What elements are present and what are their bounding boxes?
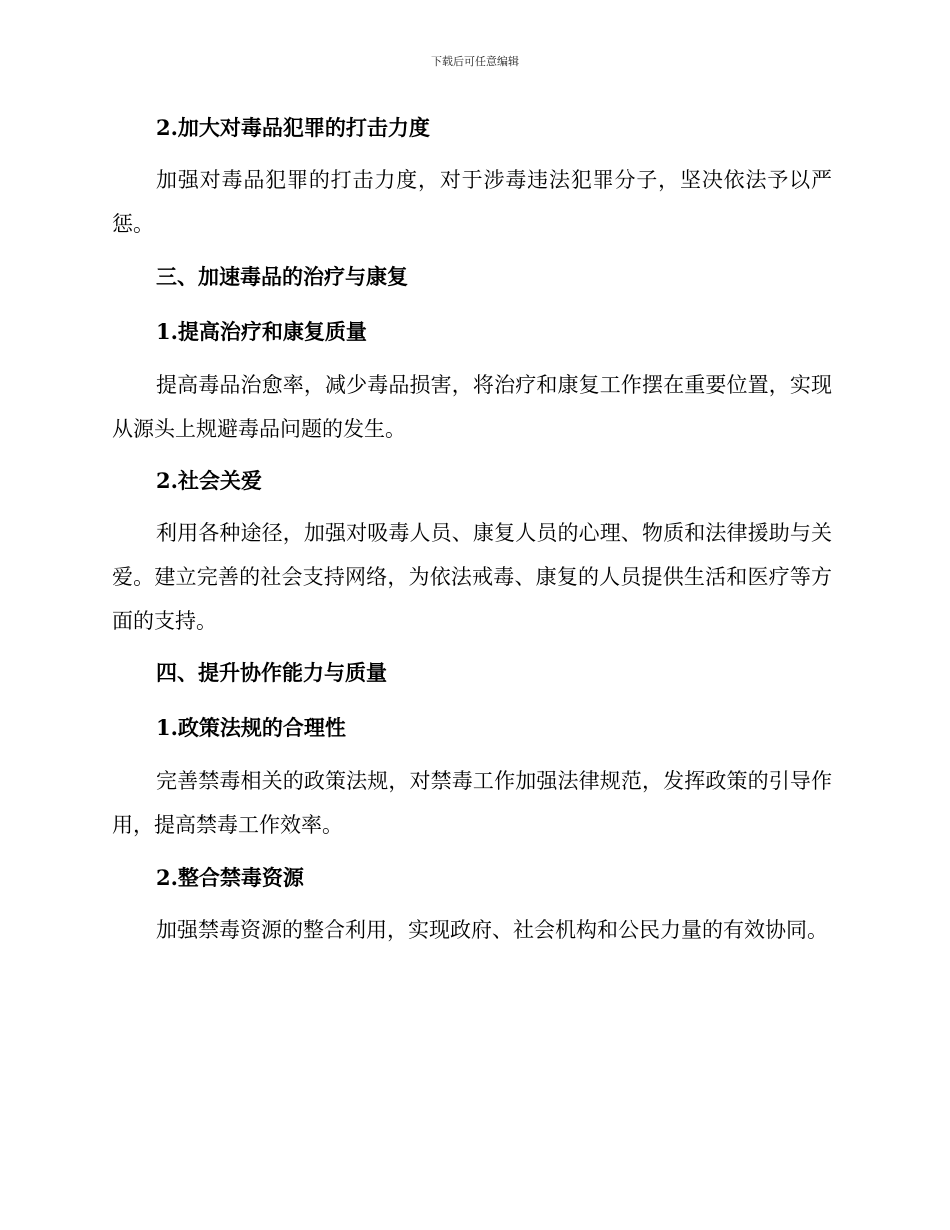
paragraph-resources: 加强禁毒资源的整合利用，实现政府、社会机构和公民力量的有效协同。: [156, 918, 828, 942]
paragraph-social-care: 利用各种途径，加强对吸毒人员、康复人员的心理、物质和法律援助与关爱。建立完善的社会支持网络，为依法戒毒、康复的人员提供生活和医疗等方面的支持。: [112, 521, 832, 633]
paragraph-crackdown: 加强对毒品犯罪的打击力度，对于涉毒违法犯罪分子，坚决依法予以严惩。: [112, 168, 832, 236]
subheading-resources: 2.整合禁毒资源: [156, 865, 304, 890]
section-heading-treatment: 三、加速毒品的治疗与康复: [156, 264, 408, 289]
subheading-policy: 1.政策法规的合理性: [156, 715, 346, 740]
subheading-social-care: 2.社会关爱: [156, 468, 262, 493]
page-header: 下载后可任意编辑: [431, 55, 519, 68]
paragraph-policy: 完善禁毒相关的政策法规，对禁毒工作加强法律规范，发挥政策的引导作用，提高禁毒工作效率。: [112, 769, 832, 837]
document-body: [112, 108, 832, 952]
section-heading-cooperation: 四、提升协作能力与质量: [156, 660, 387, 685]
subheading-treatment-quality: 1.提高治疗和康复质量: [156, 319, 367, 344]
paragraph-treatment-quality: 提高毒品治愈率，减少毒品损害，将治疗和康复工作摆在重要位置，实现从源头上规避毒品问题的发生。: [112, 373, 832, 441]
subheading-crackdown: 2.加大对毒品犯罪的打击力度: [156, 115, 430, 140]
